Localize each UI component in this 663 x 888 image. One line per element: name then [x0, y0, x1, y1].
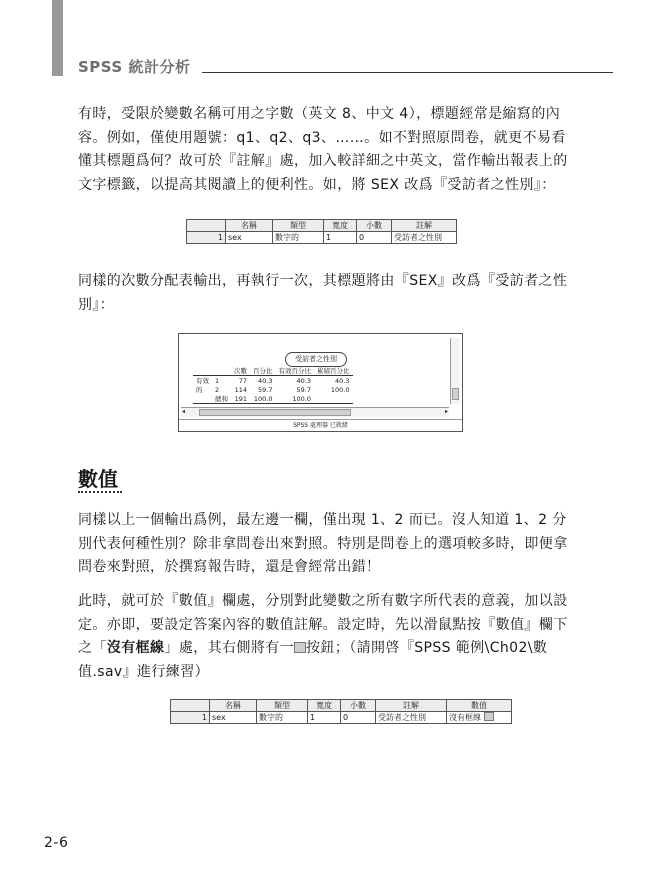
- cell-frequency: 191: [234, 394, 247, 403]
- col-header-frequency: 次數: [231, 366, 250, 376]
- values-ellipsis-button[interactable]: [484, 712, 494, 721]
- para4-text-1: 此時，就可於『數值』欄處，分別對此變數之所有數字所代表的意義，加以設定。亦即，要設定答案內容的數值註解。設定時，先以滑鼠點按『數值』欄下之「: [78, 593, 568, 656]
- variable-view-table-2: [170, 699, 512, 724]
- variable-view-table-1: [186, 219, 457, 244]
- table-row: [193, 394, 353, 404]
- row-value: 總和: [215, 395, 228, 403]
- para4-text-3: 按鈕；（請開啓『SPSS 範例\Ch02\數值.sav』進行練習）: [78, 640, 548, 680]
- col-header-width: 寬度: [308, 700, 341, 712]
- col-header-name: 名稱: [226, 220, 273, 232]
- row-value: 2: [215, 385, 220, 394]
- output-table-title: 受訪者之性別: [285, 352, 347, 367]
- status-bar: SPSS 處理器 已就緒: [179, 419, 462, 431]
- col-header-type: 類型: [273, 220, 324, 232]
- table-row: [193, 385, 353, 394]
- ellipsis-button-icon: [294, 642, 306, 653]
- cell-percent: 59.7: [258, 385, 273, 394]
- cell-name[interactable]: sex: [226, 232, 273, 244]
- cell-decimals[interactable]: 0: [341, 712, 376, 724]
- col-header-valid-percent: 有效百分比: [276, 366, 315, 376]
- cell-label[interactable]: 受訪者之性別: [392, 232, 457, 244]
- cell-name[interactable]: sex: [210, 712, 257, 724]
- corner-cell: [187, 220, 226, 232]
- cell-valid-percent: 59.7: [296, 385, 311, 394]
- cell-frequency: 77: [238, 376, 247, 385]
- col-header-decimals: 小數: [357, 220, 392, 232]
- col-header-decimals: 小數: [341, 700, 376, 712]
- scroll-thumb[interactable]: [199, 409, 351, 416]
- cell-cumulative-percent: 40.3: [335, 376, 350, 385]
- col-header-label: 註解: [392, 220, 457, 232]
- running-header-title: SPSS 統計分析: [78, 58, 191, 76]
- vertical-scrollbar[interactable]: [450, 338, 460, 404]
- para4-bold-term: 沒有框線: [106, 640, 165, 656]
- horizontal-scrollbar[interactable]: [181, 407, 449, 417]
- row-group-label: 的: [196, 386, 203, 394]
- row-group-label: [193, 394, 212, 404]
- paragraph-4: [78, 590, 570, 684]
- freq-corner: [193, 366, 212, 376]
- cell-cumulative-percent: 100.0: [330, 385, 350, 394]
- row-group-label: 有效: [196, 377, 209, 385]
- corner-cell: [171, 700, 210, 712]
- cell-valid-percent: 100.0: [292, 394, 311, 403]
- row-number: 1: [187, 232, 226, 244]
- col-header-cumulative-percent: 累積百分比: [314, 366, 353, 376]
- col-header-width: 寬度: [324, 220, 357, 232]
- paragraph-1: 有時，受限於變數名稱可用之字數（英文 8、中文 4），標題經常是縮寫的內容。例如，僅使用題號：q1、q2、q3、……。如不對照原問卷，就更不易看懂其標題爲何？故可於『註解』處，加入較詳細之中英文，當作輸出報表上的文字標籤，以提高其閱讀上的便利性。如，將 SEX 改爲『受訪者之性別』：: [78, 106, 568, 193]
- output-window: [178, 333, 463, 432]
- scroll-left-arrow-icon[interactable]: ◂: [182, 408, 186, 415]
- heading-dotted-underline: [78, 491, 122, 493]
- scroll-thumb[interactable]: [452, 388, 459, 400]
- cell-width[interactable]: 1: [324, 232, 357, 244]
- col-header-values: 數值: [447, 700, 512, 712]
- freq-corner-2: [212, 366, 231, 376]
- cell-label[interactable]: 受訪者之性別: [376, 712, 447, 724]
- paragraph-3: 同樣以上一個輸出爲例，最左邊一欄，僅出現 1、2 而已。沒人知道 1、2 分別代表何種性別？除非拿問卷出來對照。特別是問卷上的選項較多時，即便拿問卷來對照，於撰寫報告時，還是會經常出錯！: [78, 512, 568, 575]
- cell-percent: 100.0: [253, 394, 273, 403]
- row-number: 1: [171, 712, 210, 724]
- cell-type[interactable]: 數字的: [273, 232, 324, 244]
- col-header-label: 註解: [376, 700, 447, 712]
- cell-width[interactable]: 1: [308, 712, 341, 724]
- cell-valid-percent: 40.3: [296, 376, 311, 385]
- page-number: 2-6: [44, 835, 69, 851]
- cell-percent: 40.3: [258, 376, 273, 385]
- table-row: [193, 376, 353, 386]
- header-side-bar: [52, 0, 63, 76]
- paragraph-2: 同樣的次數分配表輸出，再執行一次，其標題將由『SEX』改爲『受訪者之性別』：: [78, 273, 568, 313]
- cell-decimals[interactable]: 0: [357, 232, 392, 244]
- cell-values[interactable]: [447, 712, 512, 724]
- col-header-name: 名稱: [210, 700, 257, 712]
- col-header-percent: 百分比: [250, 366, 276, 376]
- cell-cumulative-percent: [314, 394, 353, 404]
- cell-values-text: 沒有框線: [449, 713, 481, 722]
- para4-text-2: 」處，其右側將有一: [164, 640, 295, 656]
- scroll-right-arrow-icon[interactable]: ▸: [444, 408, 448, 415]
- cell-type[interactable]: 數字的: [257, 712, 308, 724]
- frequency-table: [193, 366, 353, 404]
- row-value: 1: [215, 376, 220, 385]
- header-rule: [202, 72, 613, 73]
- col-header-type: 類型: [257, 700, 308, 712]
- section-heading: 數值: [78, 467, 118, 491]
- cell-frequency: 114: [234, 385, 247, 394]
